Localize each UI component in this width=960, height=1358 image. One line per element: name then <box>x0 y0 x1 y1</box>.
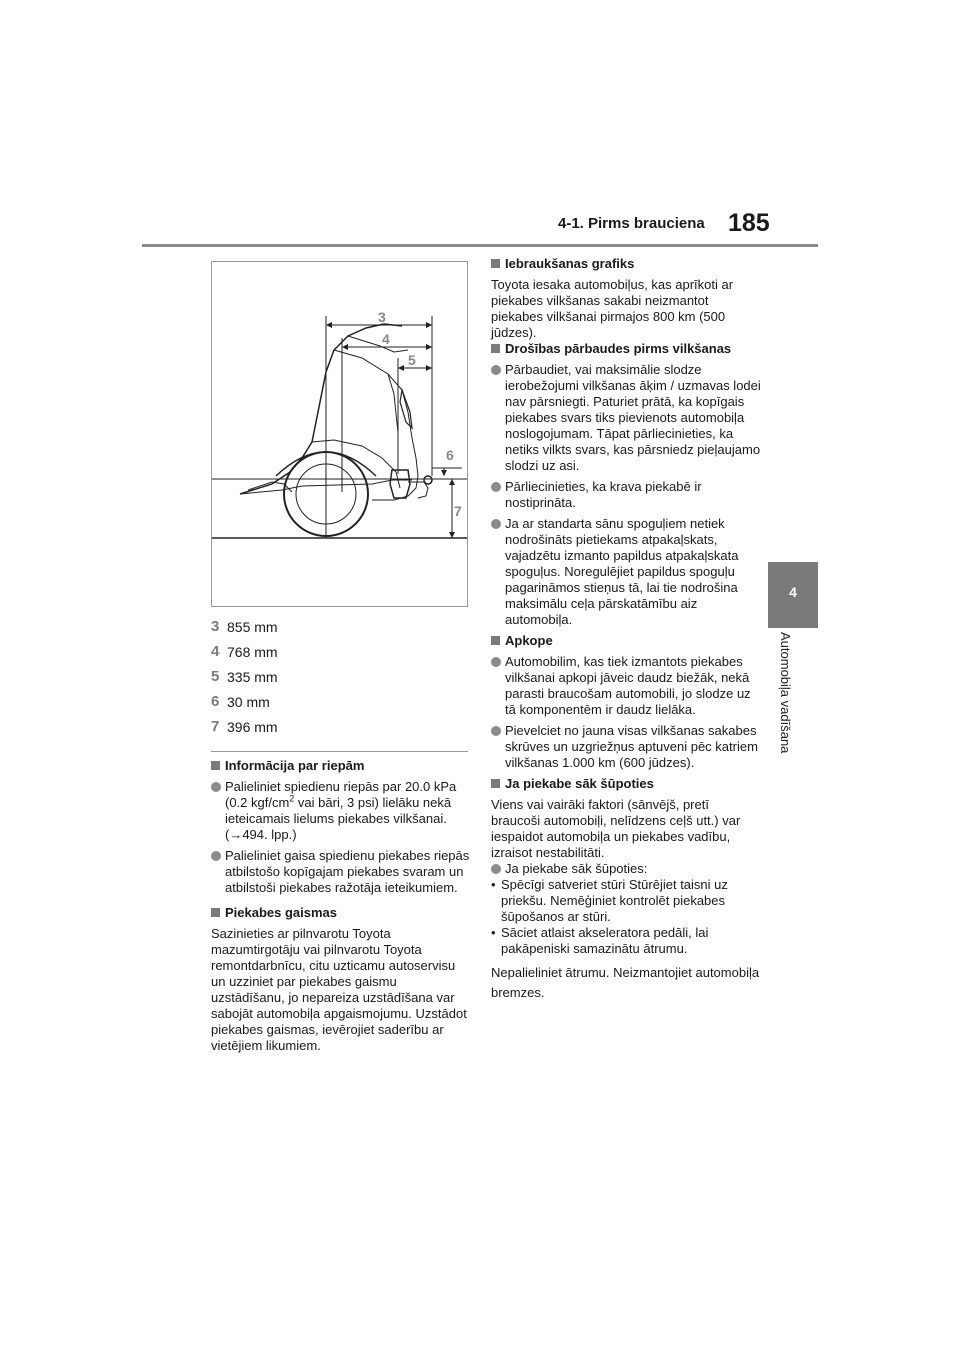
dimension-value: 396 mm <box>227 718 278 735</box>
round-bullet-icon <box>491 519 501 529</box>
sub-bullet-mark: • <box>491 925 496 940</box>
chapter-tab <box>768 562 818 628</box>
heading-text: Apkope <box>505 633 553 648</box>
sub-bullet-item <box>491 877 761 925</box>
square-bullet-icon <box>211 761 220 770</box>
dimension-number: 5 <box>211 668 220 685</box>
bullet-text <box>225 779 471 843</box>
callout-7: 7 <box>454 503 462 519</box>
dimension-value: 768 mm <box>227 643 278 660</box>
section-title: 4-1. Pirms brauciena <box>558 215 705 232</box>
square-bullet-icon <box>491 779 500 788</box>
bullet-item <box>491 861 761 877</box>
bullet-item <box>491 654 761 718</box>
paragraph: Nepalieliniet ātrumu. Neizmantojiet automobiļa bremzes. <box>491 965 760 1000</box>
sub-bullet-item <box>491 925 761 957</box>
bullet-text: Ja piekabe sāk šūpoties: <box>505 861 648 876</box>
dimension-row <box>211 689 468 714</box>
heading-break-in <box>491 256 761 272</box>
heading-text: Piekabes gaismas <box>225 905 338 920</box>
paragraph: Toyota iesaka automobiļus, kas aprīkoti ar piekabes vilkšanas sakabi neizmantot piekabes vilkšanai pirmajos 800 km (500 jūdzes). <box>491 277 734 340</box>
bullet-text: Ja ar standarta sānu spoguļiem netiek nodrošināts pietiekams atpakaļskats, vajadzētu izmanto papildus atpakaļskata spoguļus. Noregulējiet papildus spoguļu pagarināmos stieņus tā, lai tie nodrošina maksimālu ceļa pārskatāmību aiz automobiļa. <box>505 516 739 627</box>
bullet-text: Pievelciet no jauna visas vilkšanas sakabes skrūves un uzgriežņus aptuveni pēc katriem vilkšanas 1.000 km (600 jūdzes). <box>505 723 758 770</box>
page-number: 185 <box>728 209 770 237</box>
round-bullet-icon <box>491 482 501 492</box>
callout-6: 6 <box>446 447 454 463</box>
square-bullet-icon <box>491 259 500 268</box>
sub-bullet-text: Spēcīgi satveriet stūri Stūrējiet taisni uz priekšu. Nemēģiniet kontrolēt piekabes šūpošanos ar stūri. <box>501 877 728 924</box>
chapter-tab-number: 4 <box>789 584 797 600</box>
heading-tire-info <box>211 758 471 774</box>
page-header <box>0 0 960 250</box>
heading-text: Iebraukšanas grafiks <box>505 256 635 271</box>
callout-4: 4 <box>382 331 390 347</box>
dimension-row <box>211 664 468 689</box>
round-bullet-icon <box>211 851 221 861</box>
chapter-side-label <box>778 632 805 782</box>
dimension-value: 30 mm <box>227 693 270 710</box>
round-bullet-icon <box>491 864 501 874</box>
dimension-value: 335 mm <box>227 668 278 685</box>
sub-bullet-mark: • <box>491 877 496 892</box>
callout-5: 5 <box>408 352 416 368</box>
round-bullet-icon <box>491 365 501 375</box>
bullet-item <box>491 479 761 511</box>
dimension-value: 855 mm <box>227 618 278 635</box>
square-bullet-icon <box>491 344 500 353</box>
header-rule <box>142 244 818 247</box>
dimension-number: 6 <box>211 693 220 710</box>
heading-text: Drošības pārbaudes pirms vilkšanas <box>505 341 732 356</box>
dimension-number: 4 <box>211 643 220 660</box>
dimension-list <box>211 614 468 739</box>
round-bullet-icon <box>491 657 501 667</box>
callout-3: 3 <box>378 309 386 325</box>
tow-hitch-diagram <box>211 261 468 607</box>
section-separator <box>211 751 468 752</box>
round-bullet-icon <box>211 782 221 792</box>
vehicle-rear-illustration <box>212 262 467 606</box>
left-column <box>211 758 471 1054</box>
heading-text: Informācija par riepām <box>225 758 365 773</box>
heading-maintenance <box>491 633 761 649</box>
sub-bullet-text: Sāciet atlaist akseleratora pedāli, lai pakāpeniski samazinātu ātrumu. <box>501 925 709 956</box>
bullet-item <box>491 723 761 771</box>
bullet-item <box>211 779 471 843</box>
dimension-row <box>211 614 468 639</box>
text-part: Palieliniet spiedienu riepās par 20.0 kPa (0.2 kgf/cm <box>225 779 457 810</box>
bullet-text: Pārbaudiet, vai maksimālie slodze ierobežojumi vilkšanas āķim / uzmavas lodei nav pārsniegti. Paturiet prātā, ka kopīgais piekabes svars tiks pievienots automobiļa noslogojumam. Tāpat pārliecinieties, ka netiks vilkts svars, kas pārsniedz pieļaujamo slodzi uz asi. <box>505 362 761 473</box>
dimension-number: 3 <box>211 618 220 635</box>
bullet-item <box>491 516 761 628</box>
round-bullet-icon <box>491 726 501 736</box>
dimension-number: 7 <box>211 718 220 735</box>
superscript: 2 <box>289 793 295 804</box>
bullet-item <box>211 848 471 896</box>
bullet-text: Palieliniet gaisa spiedienu piekabes riepās atbilstošo kopīgajam piekabes svaram un atbilstoši piekabes ražotāja ieteikumiem. <box>225 848 470 895</box>
dimension-row <box>211 639 468 664</box>
heading-safety-checks <box>491 341 761 357</box>
heading-trailer-lights <box>211 905 471 921</box>
square-bullet-icon <box>491 636 500 645</box>
heading-trailer-sway <box>491 776 761 792</box>
dimension-row <box>211 714 468 739</box>
right-column <box>491 256 761 1003</box>
paragraph: Viens vai vairāki faktori (sānvējš, pretī braucoši automobiļi, nelīdzens ceļš utt.) var iespaidot automobiļa un piekabes vadību, izraisot nestabilitāti. <box>491 797 741 860</box>
chapter-side-label-text: Automobiļa vadīšana <box>778 632 793 754</box>
paragraph: Sazinieties ar pilnvarotu Toyota mazumtirgotāju vai pilnvarotu Toyota remontdarbnīcu, citu uzticamu autoservisu un uzziniet par piekabes gaismu uzstādīšanu, jo nepareiza uzstādīšana var sabojāt automobiļa apgaismojumu. Uzstādot piekabes gaismas, ievērojiet saderību ar vietējiem likumiem. <box>211 926 467 1053</box>
bullet-text: Automobilim, kas tiek izmantots piekabes vilkšanai apkopi jāveic daudz biežāk, nekā parasti braucošam automobili, jo slodze uz tā komponentēm ir daudz lielāka. <box>505 654 751 717</box>
text-part: vai bāri, 3 psi) lielāku nekā ieteicamais lielums piekabes vilkšanai. (→494. lpp.) <box>225 795 452 842</box>
bullet-text: Pārliecinieties, ka krava piekabē ir nostiprināta. <box>505 479 702 510</box>
square-bullet-icon <box>211 908 220 917</box>
bullet-item <box>491 362 761 474</box>
heading-text: Ja piekabe sāk šūpoties <box>505 776 654 791</box>
